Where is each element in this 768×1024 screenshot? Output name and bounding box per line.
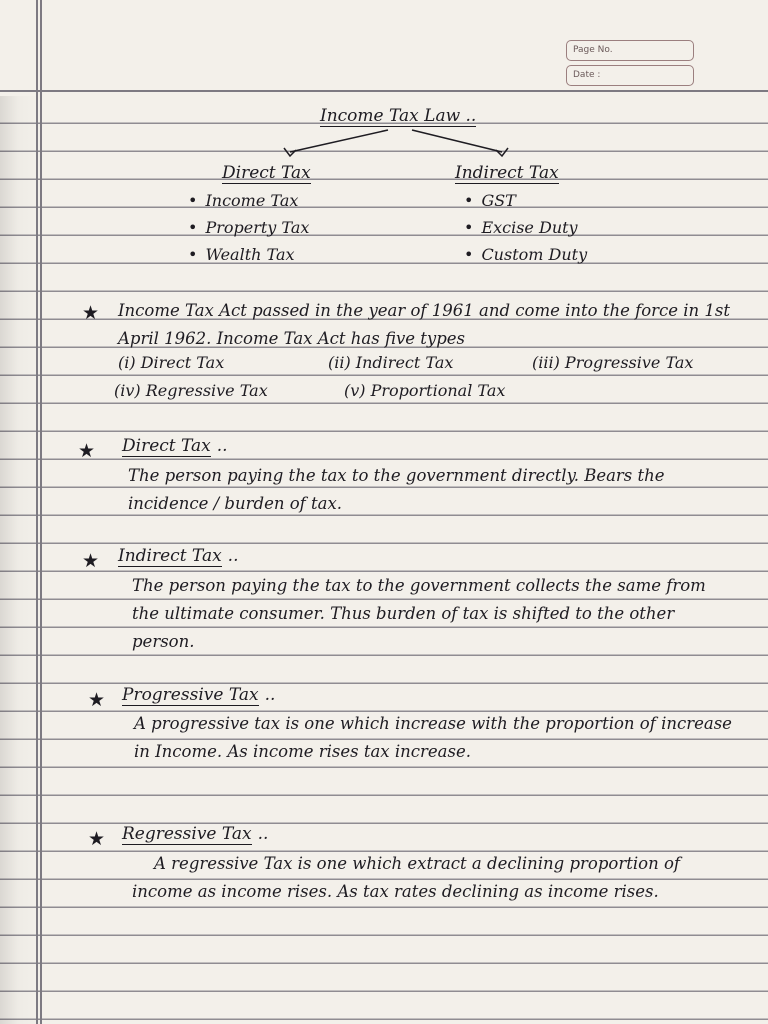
- tax-type-item: (i) Direct Tax: [118, 353, 225, 372]
- regressive-tax-definition: A regressive Tax is one which extract a declining proportion of income as income rises. As tax rates declining as income rises.: [132, 854, 680, 901]
- branch-arrows: [0, 0, 768, 200]
- list-item: • Property Tax: [188, 214, 309, 241]
- list-item: • Custom Duty: [464, 241, 587, 268]
- heading-dots: ..: [227, 546, 239, 566]
- direct-tax-definition: The person paying the tax to the government directly. Bears the incidence / burden of tax.: [128, 466, 665, 513]
- tax-type-item: (ii) Indirect Tax: [328, 353, 454, 372]
- star-bullet-icon: ★: [82, 550, 100, 572]
- indirect-tax-heading: [455, 163, 559, 183]
- indirect-tax-list: [464, 187, 587, 268]
- tax-type-item: (iv) Regressive Tax: [114, 381, 268, 400]
- branch-arrow-right: [412, 130, 502, 152]
- indirect-tax-section-title: Indirect Tax: [118, 546, 222, 566]
- tax-type-item: (iii) Progressive Tax: [532, 353, 694, 372]
- regressive-tax-section-title: Regressive Tax: [122, 824, 252, 844]
- progressive-tax-section-title: Progressive Tax: [122, 685, 259, 705]
- page-title-text: Income Tax Law ..: [320, 106, 477, 126]
- tax-type-item: (v) Proportional Tax: [344, 381, 506, 400]
- regressive-tax-section-heading: [122, 824, 268, 844]
- heading-dots: ..: [216, 436, 228, 456]
- direct-tax-heading-text: Direct Tax: [222, 163, 311, 183]
- star-bullet-icon: ★: [78, 440, 96, 462]
- heading-dots: ..: [257, 824, 269, 844]
- date-field: Date :: [566, 65, 694, 86]
- branch-arrow-left: [290, 130, 388, 152]
- progressive-tax-definition: A progressive tax is one which increase with the proportion of increase in Income. As income rises tax increase.: [134, 714, 732, 761]
- list-item: • Income Tax: [188, 187, 309, 214]
- indirect-tax-definition: The person paying the tax to the government collects the same from the ultimate consumer. Thus burden of tax is shifted to the other person.: [132, 576, 706, 651]
- direct-tax-section-heading: [122, 436, 228, 456]
- direct-tax-heading: [222, 163, 311, 183]
- direct-tax-section-title: Direct Tax: [122, 436, 211, 456]
- list-item: • Excise Duty: [464, 214, 587, 241]
- income-tax-act-text: Income Tax Act passed in the year of 1961 and come into the force in 1st April 1962. Income Tax Act has five types: [118, 301, 731, 348]
- star-bullet-icon: ★: [82, 302, 100, 324]
- heading-dots: ..: [264, 685, 276, 705]
- indirect-tax-section-heading: [118, 546, 238, 566]
- progressive-tax-section-heading: [122, 685, 275, 705]
- star-bullet-icon: ★: [88, 828, 106, 850]
- indirect-tax-heading-text: Indirect Tax: [455, 163, 559, 183]
- star-bullet-icon: ★: [88, 689, 106, 711]
- page-no-field: Page No.: [566, 40, 694, 61]
- tax-types-list: [114, 353, 748, 409]
- direct-tax-list: [188, 187, 309, 268]
- list-item: • GST: [464, 187, 587, 214]
- list-item: • Wealth Tax: [188, 241, 309, 268]
